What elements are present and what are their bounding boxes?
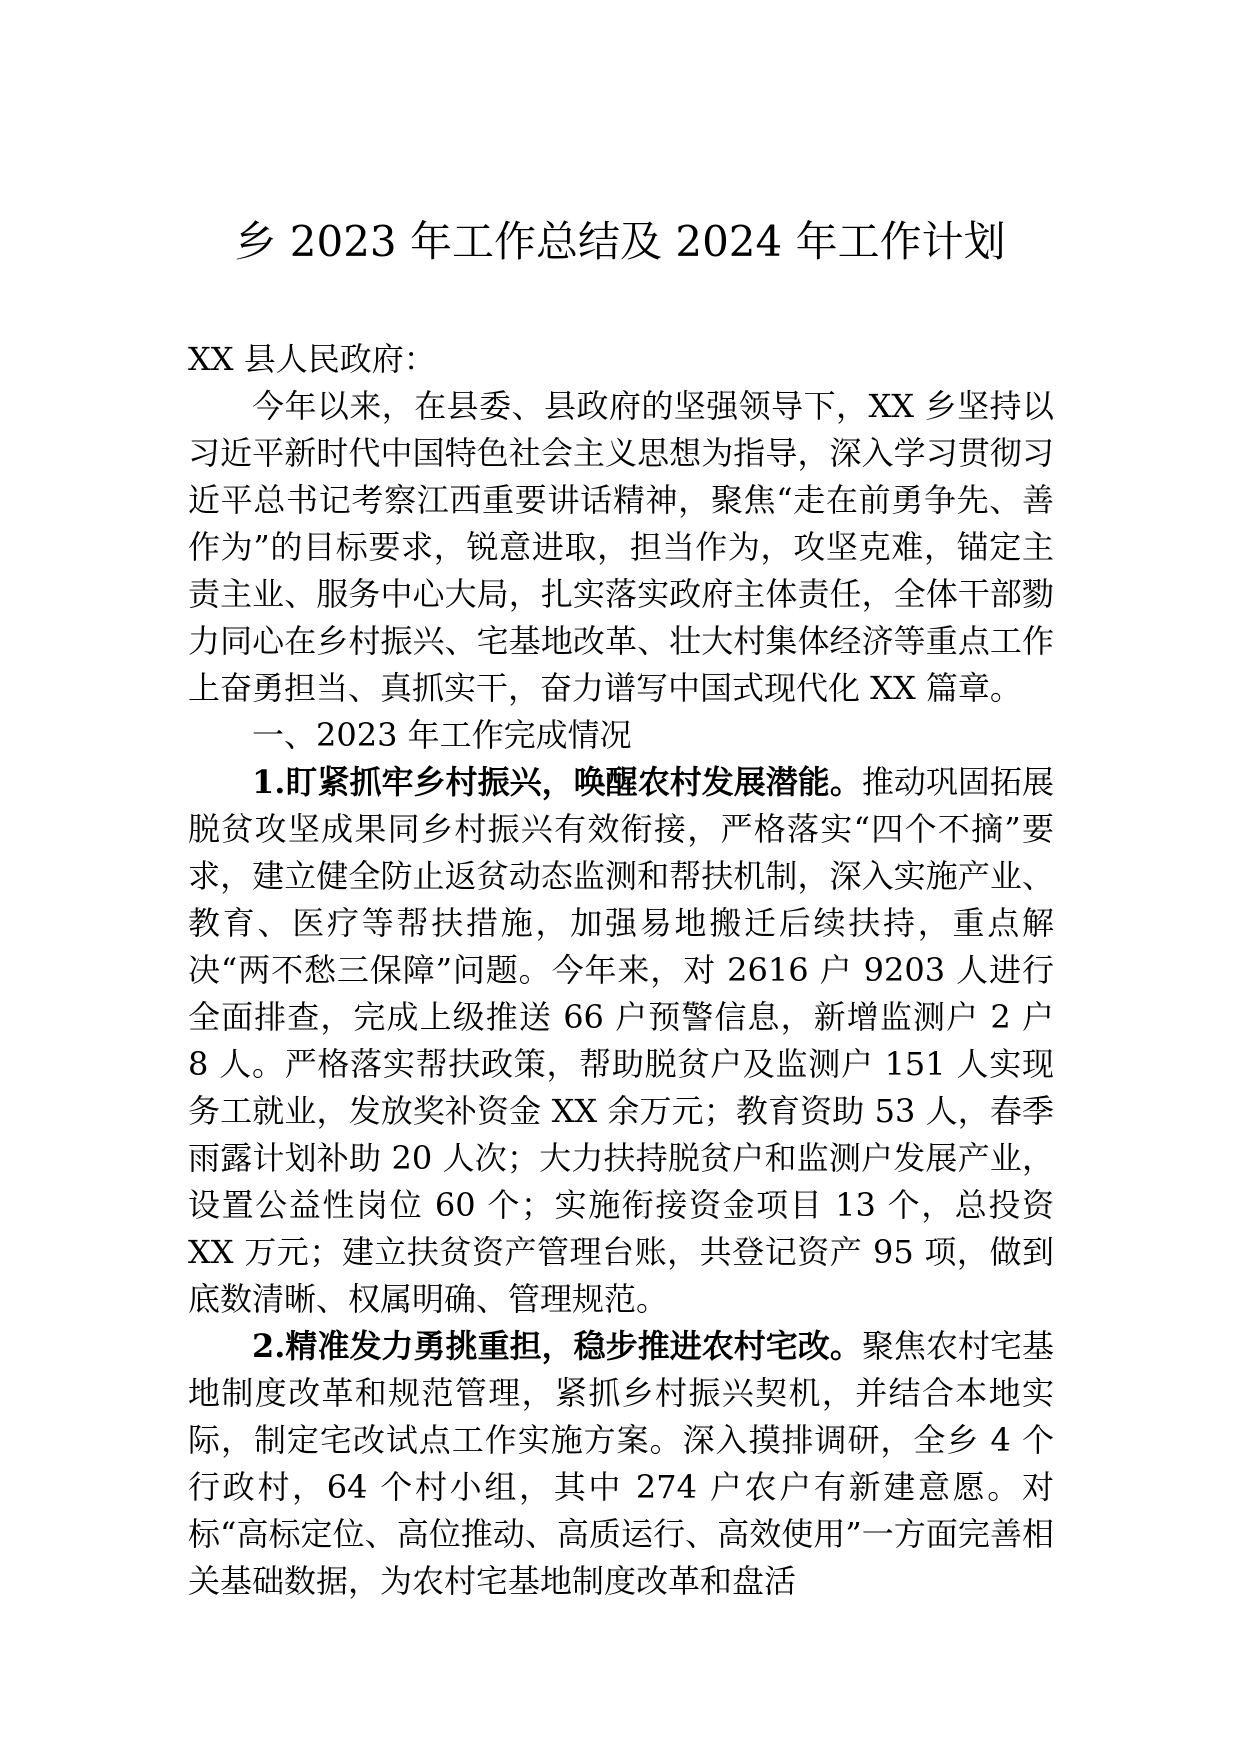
- item-2-text: 聚焦农村宅基地制度改革和规范管理，紧抓乡村振兴契机，并结合本地实际，制定宅改试点工作实施方案。深入摸排调研，全乡 4 个行政村，64 个村小组，其中 274 户农户有新建意愿。对标“高标定位、高位推动、高质运行、高效使用”一方面完善相关基础数据，为农村宅基地制度改革和盘活: [188, 1327, 1054, 1600]
- intro-paragraph: 今年以来，在县委、县政府的坚强领导下，XX 乡坚持以习近平新时代中国特色社会主义思想为指导，深入学习贯彻习近平总书记考察江西重要讲话精神，聚焦“走在前勇争先、善作为”的目标要求，锐意进取，担当作为，攻坚克难，锚定主责主业、服务中心大局，扎实落实政府主体责任，全体干部勠力同心在乡村振兴、宅基地改革、壮大村集体经济等重点工作上奋勇担当、真抓实干，奋力谱写中国式现代化 XX 篇章。: [188, 387, 1054, 707]
- document-title: 乡 2023 年工作总结及 2024 年工作计划: [234, 217, 1006, 266]
- section-heading: 一、2023 年工作完成情况: [252, 716, 632, 754]
- item-paragraph-2: [188, 1323, 1054, 1605]
- item-1-text: 推动巩固拓展脱贫攻坚成果同乡村振兴有效衔接，严格落实“四个不摘”要求，建立健全防止返贫动态监测和帮扶机制，深入实施产业、教育、医疗等帮扶措施，加强易地搬迁后续扶持，重点解决“两不愁三保障”问题。今年来，对 2616 户 9203 人进行全面排查，完成上级推送 66 户预警信息，新增监测户 2 户 8 人。严格落实帮扶政策，帮助脱贫户及监测户 151 人实现务工就业，发放奖补资金 XX 余万元；教育资助 53 人，春季雨露计划补助 20 人次；大力扶持脱贫户和监测户发展产业，设置公益性岗位 60 个；实施衔接资金项目 13 个，总投资 XX 万元；建立扶贫资产管理台账，共登记资产 95 项，做到底数清晰、权属明确、管理规范。: [188, 763, 1054, 1318]
- item-2-lead: 2.精准发力勇挑重担，稳步推进农村宅改。: [252, 1327, 862, 1365]
- salutation: XX 县人民政府：: [188, 340, 436, 378]
- item-1-lead: 1.盯紧抓牢乡村振兴，唤醒农村发展潜能。: [252, 763, 862, 801]
- document-body: [188, 336, 1054, 1605]
- item-paragraph-1: [188, 759, 1054, 1323]
